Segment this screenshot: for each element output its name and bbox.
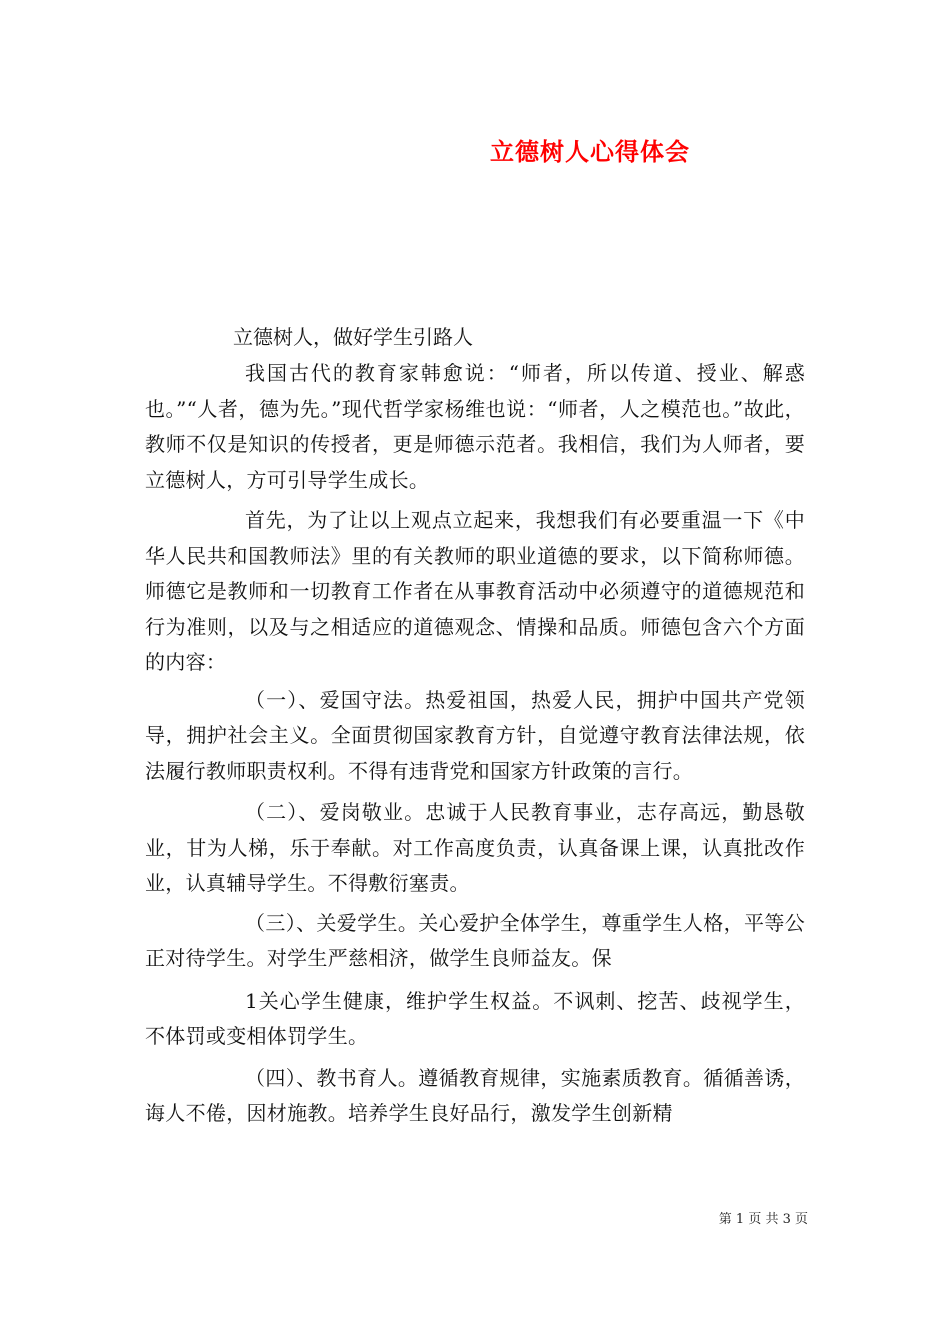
paragraph-item-three-continued: 1关心学生健康，维护学生权益。不讽刺、挖苦、歧视学生，不体罚或变相体罚学生。 xyxy=(145,988,805,1048)
paragraph-first: 首先，为了让以上观点立起来，我想我们有必要重温一下《中华人民共和国教师法》里的有关教师的职业道德的要求，以下简称师德。师德它是教师和一切教育工作者在从事教育活动中必须遵守的道德规范和行为准则，以及与之相适应的道德观念、情操和品质。师德包含六个方面的内容： xyxy=(145,508,805,674)
paragraph-item-three: （三）、关爱学生。关心爱护全体学生，尊重学生人格，平等公正对待学生。对学生严慈相济，做学生良师益友。保 xyxy=(145,910,805,970)
document-subheading: 立德树人，做好学生引路人 xyxy=(233,325,473,349)
paragraph-item-four: （四）、教书育人。遵循教育规律，实施素质教育。循循善诱，诲人不倦，因材施教。培养学生良好品行，激发学生创新精 xyxy=(145,1065,805,1125)
document-body xyxy=(145,320,805,1132)
paragraph-item-two: （二）、爱岗敬业。忠诚于人民教育事业，志存高远，勤恳敬业，甘为人梯，乐于奉献。对工作高度负责，认真备课上课，认真批改作业，认真辅导学生。不得敷衍塞责。 xyxy=(145,800,805,895)
paragraph-intro: 我国古代的教育家韩愈说：“师者，所以传道、授业、解惑也。”“人者，德为先。”现代哲学家杨维也说：“师者，人之模范也。”故此，教师不仅是知识的传授者，更是师德示范者。我相信，我们为人师者，要立德树人，方可引导学生成长。 xyxy=(145,361,805,492)
page-number: 第 1 页 共 3 页 xyxy=(718,1212,808,1227)
paragraph-item-one: （一）、爱国守法。热爱祖国，热爱人民，拥护中国共产党领导，拥护社会主义。全面贯彻国家教育方针，自觉遵守教育法律法规，依法履行教师职责权利。不得有违背党和国家方针政策的言行。 xyxy=(145,687,805,783)
document-title: 立德树人心得体会 xyxy=(490,137,690,166)
